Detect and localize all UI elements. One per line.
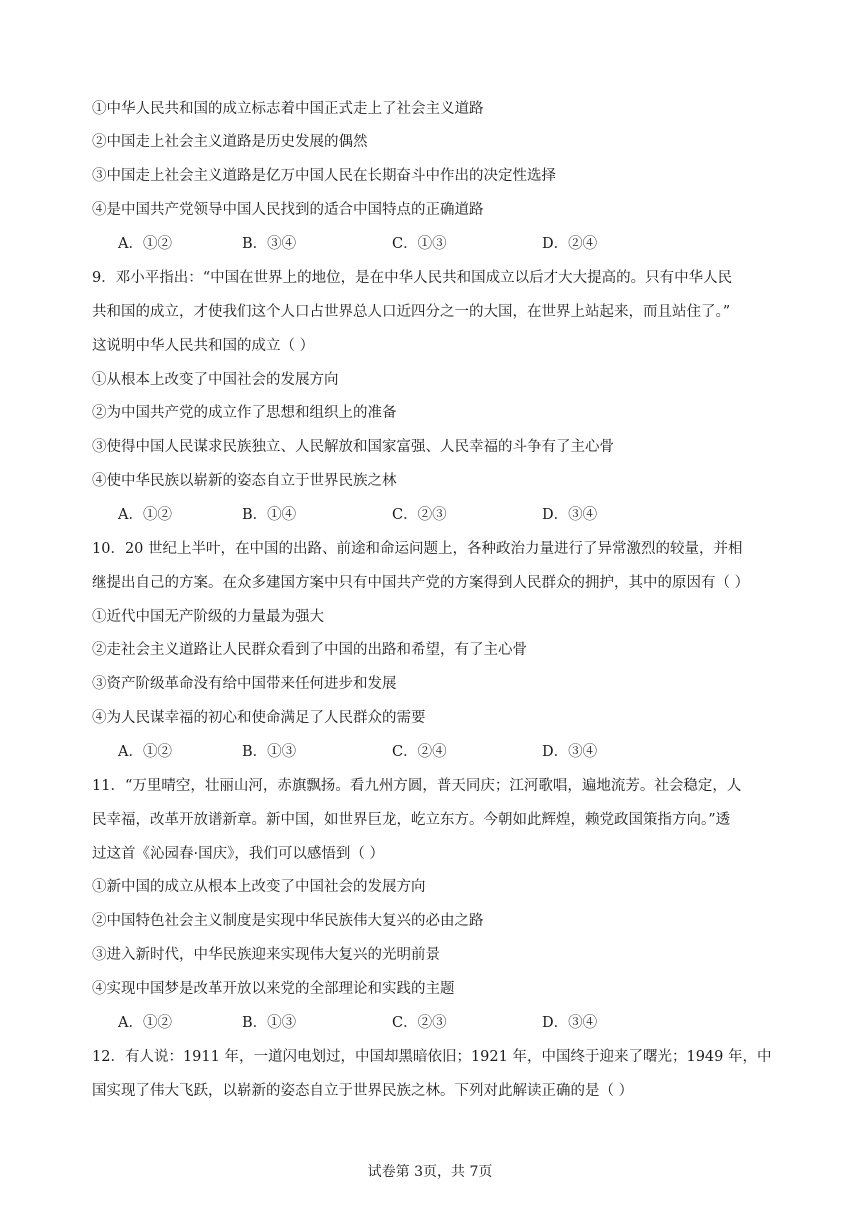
- q11-item-3: ③进入新时代，中华民族迎来实现伟大复兴的光明前景: [92, 947, 440, 963]
- q9-options: [118, 504, 738, 526]
- q8-option-d[interactable]: D．②④: [542, 236, 598, 252]
- q8-item-3: ③中国走上社会主义道路是亿万中国人民在长期奋斗中作出的决定性选择: [92, 168, 556, 184]
- q9-option-a[interactable]: A．①②: [118, 507, 172, 523]
- q9-item-3: ③使得中国人民谋求民族独立、人民解放和国家富强、人民幸福的斗争有了主心骨: [92, 439, 614, 455]
- q11-option-d[interactable]: D．③④: [542, 1015, 598, 1031]
- q11-item-4: ④实现中国梦是改革开放以来党的全部理论和实践的主题: [92, 981, 455, 997]
- q9-option-c[interactable]: C．②③: [392, 507, 447, 523]
- q8-option-b[interactable]: B．③④: [242, 236, 297, 252]
- q10-option-a[interactable]: A．①②: [118, 744, 172, 760]
- q10-item-1: ①近代中国无产阶级的力量最为强大: [92, 609, 324, 625]
- q10-item-3: ③资产阶级革命没有给中国带来任何进步和发展: [92, 676, 397, 692]
- q11-option-c[interactable]: C．②③: [392, 1015, 447, 1031]
- q9-stem-line-1: 9．邓小平指出：“中国在世界上的地位，是在中华人民共和国成立以后才大大提高的。只有中华人民: [92, 270, 733, 286]
- q9-stem-line-3: 这说明中华人民共和国的成立（ ）: [92, 338, 315, 354]
- q9-item-2: ②为中国共产党的成立作了思想和组织上的准备: [92, 405, 397, 421]
- q8-options: [118, 233, 738, 255]
- page-footer: 试卷第 3页，共 7页: [367, 1164, 493, 1180]
- q10-stem-line-2: 继提出自己的方案。在众多建国方案中只有中国共产党的方案得到人民群众的拥护，其中的原因有（ ）: [92, 575, 750, 591]
- q8-option-c[interactable]: C．①③: [392, 236, 447, 252]
- q9-item-1: ①从根本上改变了中国社会的发展方向: [92, 372, 339, 388]
- q10-item-2: ②走社会主义道路让人民群众看到了中国的出路和希望，有了主心骨: [92, 642, 527, 658]
- q8-option-a[interactable]: A．①②: [118, 236, 172, 252]
- q10-option-d[interactable]: D．③④: [542, 744, 598, 760]
- q10-stem-line-1: 10．20 世纪上半叶，在中国的出路、前途和命运问题上，各种政治力量进行了异常激烈的较量，并相: [92, 541, 743, 557]
- q10-options: [118, 741, 738, 763]
- q9-option-b[interactable]: B．①④: [242, 507, 297, 523]
- q9-stem-line-2: 共和国的成立，才使我们这个人口占世界总人口近四分之一的大国，在世界上站起来，而且站住了。”: [92, 304, 731, 320]
- q11-stem-line-2: 民幸福，改革开放谱新章。新中国，如世界巨龙，屹立东方。今朝如此辉煌，赖党政国策指方向。”透: [92, 812, 731, 828]
- q11-options: [118, 1012, 738, 1034]
- q10-option-b[interactable]: B．①③: [242, 744, 297, 760]
- q10-option-c[interactable]: C．②④: [392, 744, 447, 760]
- q9-option-d[interactable]: D．③④: [542, 507, 598, 523]
- q11-item-1: ①新中国的成立从根本上改变了中国社会的发展方向: [92, 879, 426, 895]
- q12-stem-line-2: 国实现了伟大飞跃，以崭新的姿态自立于世界民族之林。下列对此解读正确的是（ ）: [92, 1083, 634, 1099]
- q11-stem-line-1: 11．“万里晴空，壮丽山河，赤旗飘扬。看九州方圆，普天同庆；江河歌唱，遍地流芳。社会稳定，人: [92, 778, 742, 794]
- q11-item-2: ②中国特色社会主义制度是实现中华民族伟大复兴的必由之路: [92, 913, 484, 929]
- q11-option-b[interactable]: B．①③: [242, 1015, 297, 1031]
- q8-item-2: ②中国走上社会主义道路是历史发展的偶然: [92, 134, 368, 150]
- q9-item-4: ④使中华民族以崭新的姿态自立于世界民族之林: [92, 473, 397, 489]
- q10-item-4: ④为人民谋幸福的初心和使命满足了人民群众的需要: [92, 710, 426, 726]
- q8-item-1: ①中华人民共和国的成立标志着中国正式走上了社会主义道路: [92, 101, 484, 117]
- q11-stem-line-3: 过这首《沁园春·国庆》，我们可以感悟到（ ）: [92, 846, 384, 862]
- q11-option-a[interactable]: A．①②: [118, 1015, 172, 1031]
- q8-item-4: ④是中国共产党领导中国人民找到的适合中国特点的正确道路: [92, 202, 484, 218]
- q12-stem-line-1: 12．有人说：1911 年，一道闪电划过，中国却黑暗依旧；1921 年，中国终于迎来了曙光；1949 年，中: [92, 1049, 772, 1065]
